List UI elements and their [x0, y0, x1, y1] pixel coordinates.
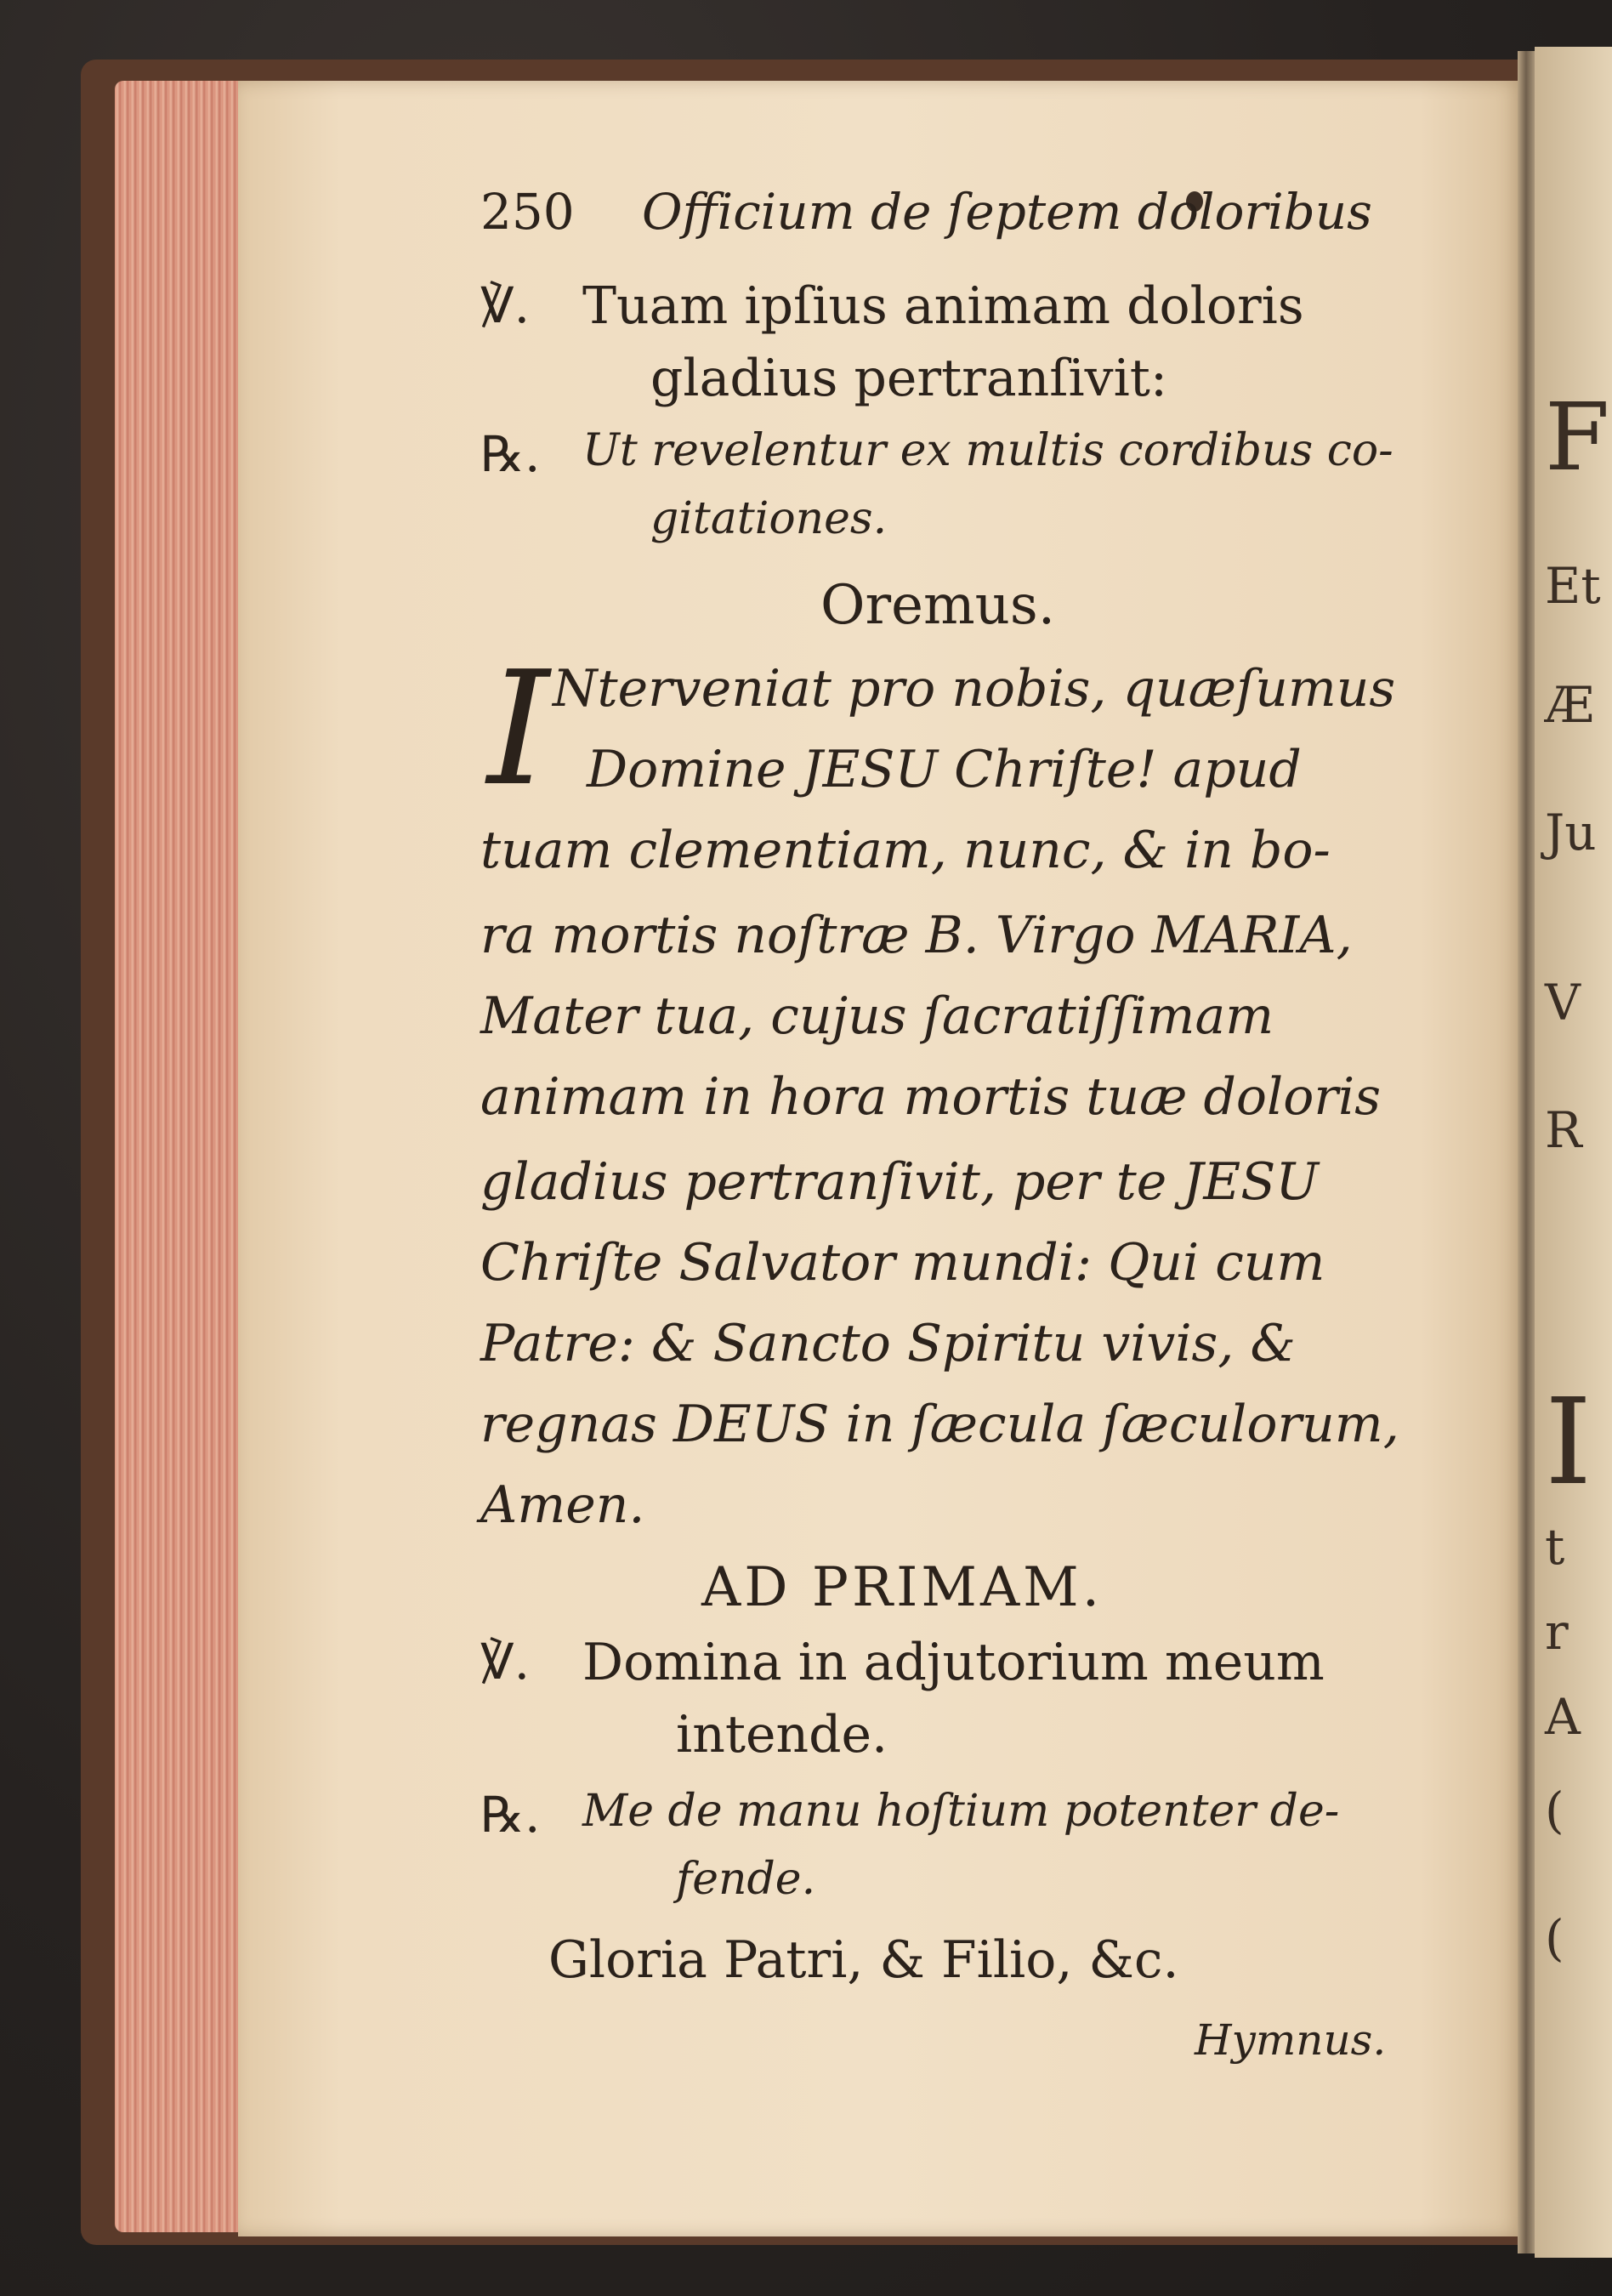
versicle-line: Domina in adjutorium meum [582, 1633, 1325, 1692]
catchword: Hymnus. [1195, 2015, 1387, 2065]
edge-glyph: R [1545, 1101, 1582, 1159]
right-page-edge [1535, 47, 1612, 2258]
versicle-symbol: ℣. [480, 1633, 531, 1691]
response-line: gitationes. [650, 493, 888, 544]
prayer-line: Mater tua, cujus ſacratiſſimam [480, 986, 1274, 1046]
edge-glyph: V [1545, 974, 1581, 1031]
response-line: fende. [676, 1854, 816, 1905]
versicle-line: Tuam ipſius animam doloris [582, 276, 1304, 336]
page-number: 250 [480, 183, 575, 241]
prayer-line: gladius pertranſivit, per te JESU [480, 1152, 1319, 1212]
versicle-line: gladius pertranſivit: [650, 349, 1168, 408]
edge-glyph: I [1545, 1373, 1592, 1512]
edge-glyph: Ju [1545, 804, 1597, 861]
section-title: AD PRIMAM. [701, 1556, 1104, 1619]
book-gutter [1518, 51, 1535, 2253]
prayer-line: Nterveniat pro nobis, quæſumus [553, 659, 1396, 719]
gloria-line: Gloria Patri, & Filio, &c. [548, 1930, 1179, 1990]
prayer-line: ra mortis noſtræ B. Virgo MARIA, [480, 906, 1353, 965]
response-symbol: ℞. [480, 425, 541, 483]
edge-glyph: A [1545, 1688, 1581, 1746]
edge-glyph: ( [1545, 1782, 1564, 1839]
oremus-heading: Oremus. [820, 574, 1056, 637]
edge-glyph: Et [1545, 557, 1601, 615]
response-symbol: ℞. [480, 1786, 541, 1844]
prayer-line: tuam clementiam, nunc, & in bo- [480, 821, 1331, 880]
edge-glyph: Æ [1545, 676, 1595, 734]
response-line: Me de manu hoſtium potenter de- [582, 1786, 1340, 1837]
versicle-symbol: ℣. [480, 276, 531, 334]
edge-glyph: t [1545, 1518, 1565, 1576]
prayer-line: regnas DEUS in ſæcula ſæculorum, [480, 1395, 1399, 1454]
edge-glyph: r [1545, 1603, 1569, 1661]
edge-glyph: F [1545, 383, 1610, 492]
prayer-line: animam in hora mortis tuæ doloris [480, 1067, 1382, 1127]
running-head: Officium de ſeptem doloribus [642, 183, 1372, 241]
edge-glyph: ( [1545, 1909, 1564, 1967]
page-header [480, 174, 1403, 251]
prayer-line: Amen. [480, 1475, 645, 1535]
prayer-line: Chriſte Salvator mundi: Qui cum [480, 1233, 1325, 1293]
prayer-line: Domine JESU Chriſte! apud [587, 740, 1302, 799]
response-line: Ut revelentur ex multis cordibus co- [582, 425, 1393, 476]
prayer-line: Patre: & Sancto Spiritu vivis, & [480, 1314, 1296, 1373]
versicle-line: intende. [676, 1705, 888, 1765]
drop-cap: I [487, 637, 550, 821]
